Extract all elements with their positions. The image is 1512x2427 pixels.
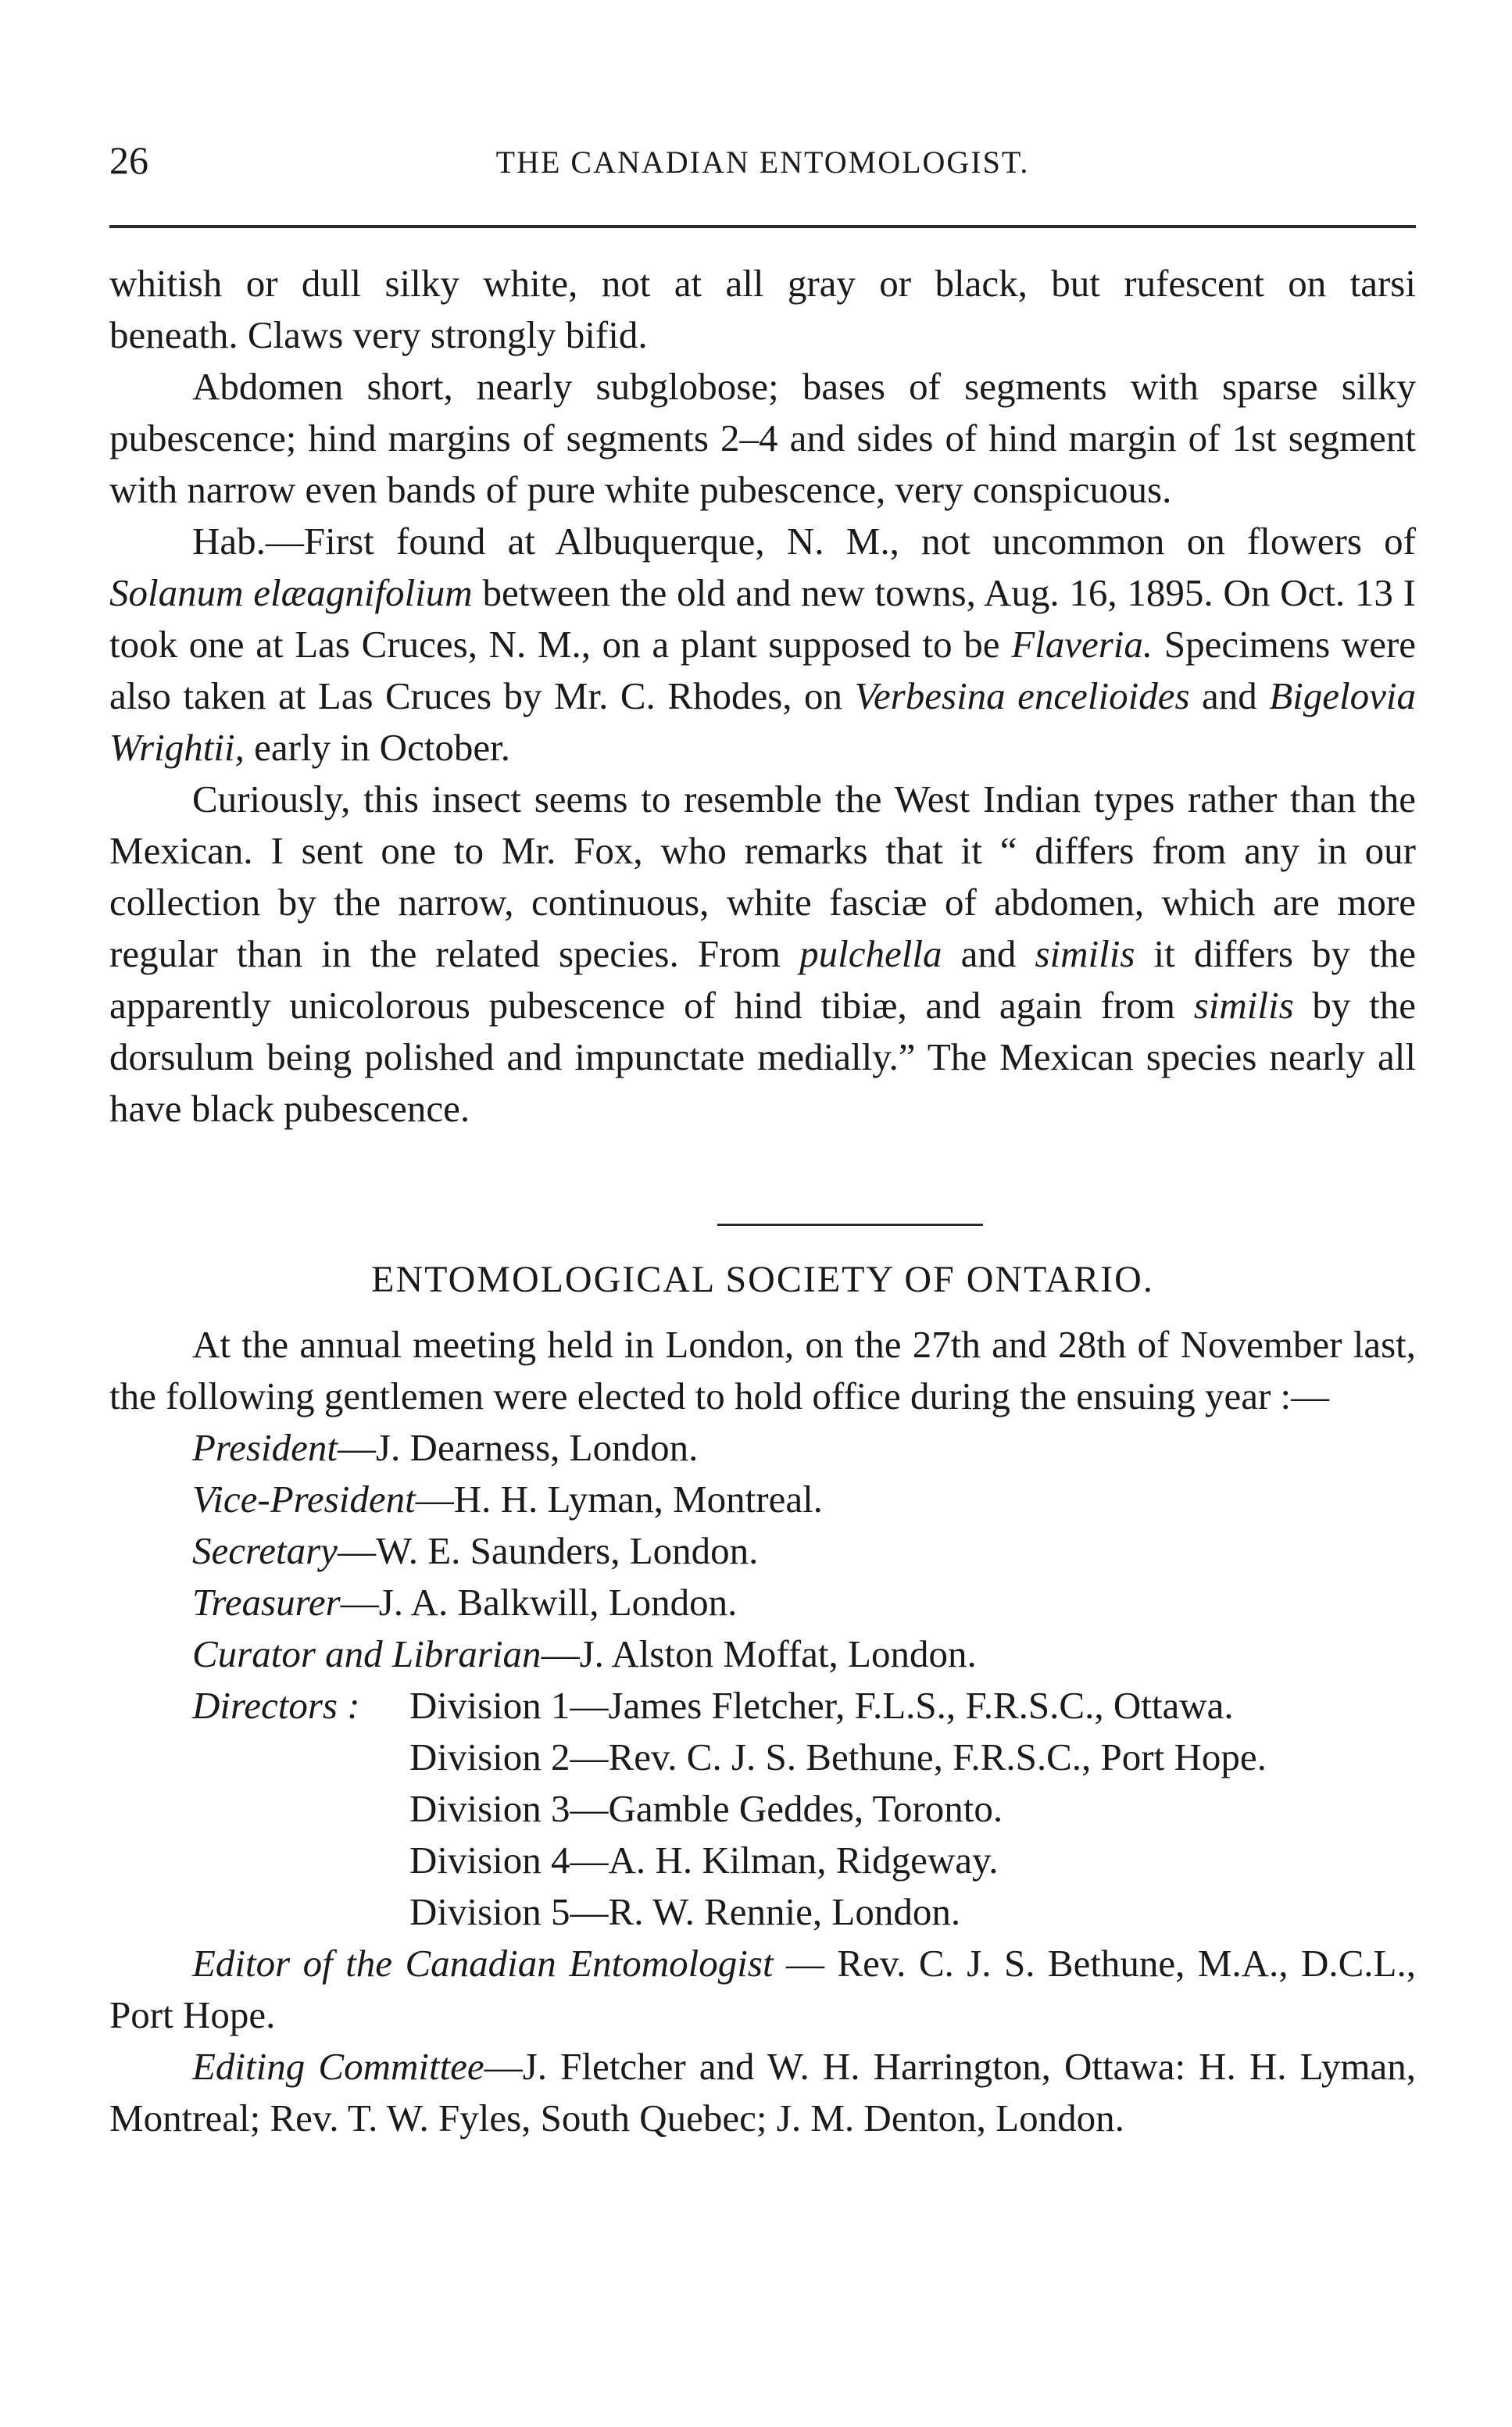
director-division: Division 4—A. H. Kilman, Ridgeway. — [409, 1839, 999, 1882]
running-title: THE CANADIAN ENTOMOLOGIST. — [495, 145, 1030, 180]
director-division: Division 3—Gamble Geddes, Toronto. — [409, 1787, 1003, 1830]
page-header — [109, 138, 1416, 192]
species-name: pulchella — [799, 932, 942, 975]
paragraph-remarks — [109, 774, 1416, 1135]
office-treasurer — [109, 1577, 1416, 1628]
office-title: President — [192, 1426, 338, 1469]
directors-label: Directors : — [192, 1684, 360, 1727]
office-title: Editor of the Canadian Entomologist — [192, 1942, 774, 1985]
species-name: Bigelovia Wrightii, — [109, 674, 1417, 769]
office-vice-president — [109, 1474, 1416, 1525]
text-run: early in October. — [244, 726, 511, 769]
species-name: Verbesina encelioides — [854, 674, 1190, 717]
office-curator — [109, 1628, 1416, 1680]
header-rule — [109, 225, 1416, 228]
paragraph-line: whitish or dull silky white, not at all gray or black, but rufescent on tarsi — [109, 262, 1416, 305]
species-name: similis — [1193, 984, 1294, 1027]
office-holder: —H. H. Lyman, Montreal. — [415, 1478, 823, 1521]
section-divider — [717, 1224, 983, 1226]
species-name: Solanum elæagnifolium — [109, 571, 473, 614]
text-run: and — [1189, 674, 1270, 717]
paragraph-line: beneath. Claws very strongly bifid. — [109, 313, 648, 356]
director-division: Division 1—James Fletcher, F.L.S., F.R.S.C., Ottawa. — [409, 1684, 1234, 1727]
office-holder: —W. E. Saunders, London. — [337, 1529, 759, 1572]
text-run: Hab.—First found at Albuquerque, N. M., not uncommon on flowers of — [192, 520, 1416, 563]
paragraph-abdomen: Abdomen short, nearly subglobose; bases of segments with sparse silky pubescence; hind margins of segments 2–4 and sides of hind margin of 1st segment with narrow even bands of pure white pubescence, very conspicuous. — [109, 365, 1416, 511]
species-name: Flaveria. — [1011, 623, 1153, 666]
office-secretary — [109, 1525, 1416, 1577]
office-title: Editing Committee — [192, 2045, 484, 2088]
office-president — [109, 1422, 1416, 1474]
office-holder: —J. A. Balkwill, London. — [340, 1581, 738, 1624]
office-holder: —J. Alston Moffat, London. — [541, 1632, 977, 1675]
office-editing-committee — [109, 2041, 1416, 2144]
director-division: Division 2—Rev. C. J. S. Bethune, F.R.S.C., Port Hope. — [409, 1735, 1267, 1778]
text-run: it differs by the apparently unicolorous pubescence of hind tibiæ, and again from — [109, 932, 1416, 1027]
text-run: Curiously, this insect seems to resemble the West Indian types rather than the Mexican. I sent one to Mr. Fox, who remarks that it “ differs from any in our collection by the narrow, continuous, white fasciæ of abdomen, which are more regular than in the related species. From — [109, 777, 1416, 975]
page-number: 26 — [109, 138, 148, 182]
director-division: Division 5—R. W. Rennie, London. — [409, 1890, 961, 1933]
office-title: Vice-President — [192, 1478, 416, 1521]
text-run: and — [942, 932, 1035, 975]
society-intro: At the annual meeting held in London, on the 27th and 28th of November last, the following gentlemen were elected to hold office during the ensuing year :— — [109, 1323, 1416, 1417]
text-run: Specimens were also taken at Las Cruces by Mr. C. Rhodes, on — [109, 623, 1417, 717]
office-holder: —J. Fletcher and W. H. Harrington, Ottawa: H. H. Lyman, Montreal; Rev. T. W. Fyles, South Quebec; J. M. Denton, London. — [109, 2045, 1416, 2139]
species-name: similis — [1035, 932, 1135, 975]
office-holder: —J. Dearness, London. — [337, 1426, 699, 1469]
office-editor — [109, 1938, 1416, 2041]
section-heading: ENTOMOLOGICAL SOCIETY OF ONTARIO. — [371, 1259, 1154, 1300]
society-notice — [109, 1319, 1416, 2144]
directors-row — [109, 1680, 1416, 1732]
office-title: Secretary — [192, 1529, 338, 1572]
paragraph-habitat — [109, 516, 1416, 774]
office-holder: — Rev. C. J. S. Bethune, M.A., D.C.L., Port Hope. — [109, 1942, 1416, 2036]
text-run: by the dorsulum being polished and impunctate medially.” The Mexican species nearly all have black pubescence. — [109, 984, 1416, 1130]
text-run: between the old and new towns, Aug. 16, 1895. On Oct. 13 I took one at Las Cruces, N. M., on a plant supposed to be — [109, 571, 1417, 666]
article-body — [109, 258, 1416, 1135]
office-title: Treasurer — [192, 1581, 341, 1624]
office-title: Curator and Librarian — [192, 1632, 542, 1675]
